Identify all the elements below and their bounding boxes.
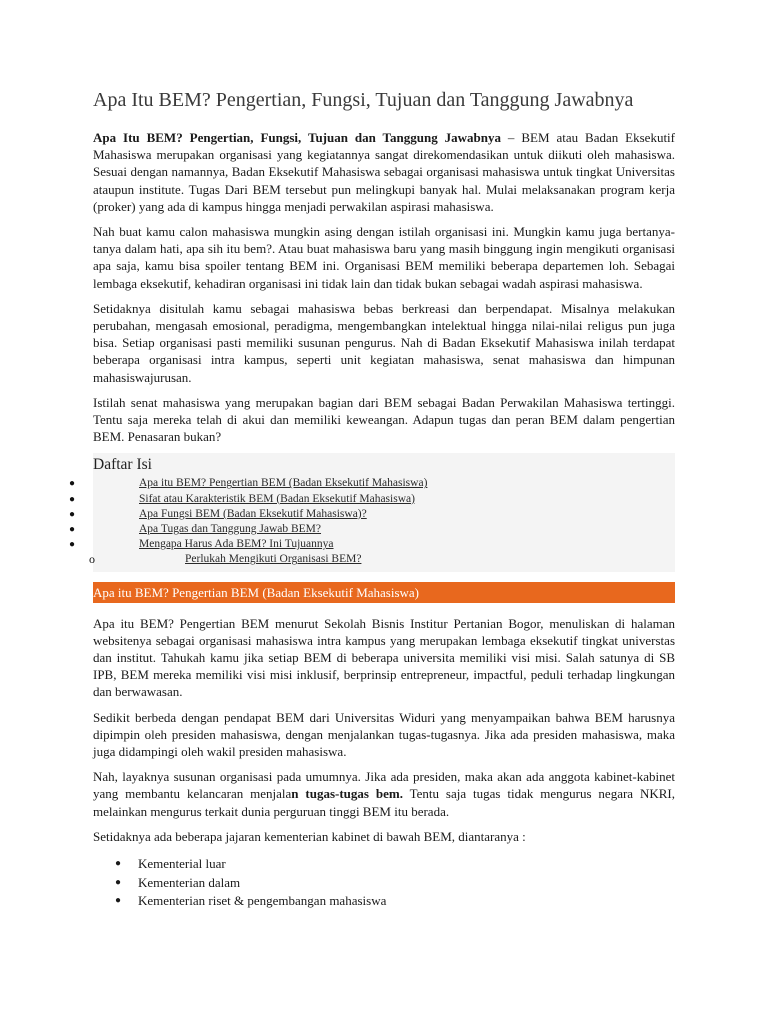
paragraph: Nah buat kamu calon mahasiswa mungkin asing dengan istilah organisasi ini. Mungkin kamu juga bertanya-tanya dalam hati, apa sih itu bem?. Atau buat mahasiswa baru yang masih binggung ingin mengikuti organisasi apa saja, kamu bisa spoiler tentang BEM ini. Organisasi BEM memiliki beberapa departemen loh. Sebagai lembaga eksekutif, kehadiran organisasi ini tidak lain dan tidak bukan sebagai wadah aspirasi mahasiswa. <box>93 224 675 291</box>
document-content <box>69 88 675 911</box>
toc-item <box>69 492 675 507</box>
list-item <box>93 892 675 911</box>
bullet-icon: ● <box>69 524 76 536</box>
toc-link-tugas[interactable]: Apa Tugas dan Tanggung Jawab BEM? <box>139 523 322 536</box>
list-item <box>93 874 675 893</box>
paragraph: Apa itu BEM? Pengertian BEM menurut Sekolah Bisnis Institur Pertanian Bogor, menuliskan di halaman websitenya sebagai organisasi mahasiswa intra kampus yang merupakan lembaga eksekutif tingkat universtas dan institut. Tahukah kamu jika setiap BEM di beberapa universita memiliki visi misi. Salah satunya di SB IPB, BEM mereka memiliki visi misi inklusif, berprinsip entrepreneur, impactful, peduli terhadap lingkungan dan berwawasan. <box>93 615 675 700</box>
bullet-icon: ● <box>115 876 122 888</box>
intro-paragraph <box>93 129 675 215</box>
toc-link-tujuan[interactable]: Mengapa Harus Ada BEM? Ini Tujuannya <box>139 538 334 551</box>
toc-link-pengertian[interactable]: Apa itu BEM? Pengertian BEM (Badan Eksekutif Mahasiswa) <box>139 477 428 490</box>
toc-item <box>69 537 675 552</box>
toc-link-fungsi[interactable]: Apa Fungsi BEM (Badan Eksekutif Mahasiswa)? <box>139 507 367 520</box>
intro-text: – BEM atau Badan Eksekutif Mahasiswa merupakan organisasi yang kegiatannya sangat direkomendasikan untuk diikuti oleh mahasiswa. Sesuai dengan namannya, Badan Eksekutif Mahasiswa sebagai organisasi mahasiswa untuk tingkat Universitas ataupun institute. Tugas Dari BEM tersebut pun melingkupi banyak hal. Mulai melaksanakan program kerja (proker) yang ada di kampus hingga menjadi perwakilan aspirasi mahasiswa. <box>93 130 675 214</box>
paragraph: Setidaknya disitulah kamu sebagai mahasiswa bebas berkreasi dan berpendapat. Misalnya melakukan perubahan, mengasah emosional, peradigma, mengembangkan intelektual hingga nilai-nilai religus pun juga bisa. Setiap organisasi pasti memiliki susunan pengurus. Nah di Badan Eksekutif Mahasiswa inilah terdapat beberapa organisasi intra kampus, seperti unit kegiatan mahasiswa, senat mahasiswa dan himpunan mahasiswajurusan. <box>93 300 675 385</box>
bullet-icon: ● <box>69 478 76 490</box>
paragraph <box>93 768 675 820</box>
paragraph: Istilah senat mahasiswa yang merupakan bagian dari BEM sebagai Badan Perwakilan Mahasiswa tertinggi. Tentu saja mereka telah di akui dan memiliki keweangan. Adapun tugas dan peran BEM dalam pengertian BEM. Penasaran bukan? <box>93 394 675 445</box>
toc-item <box>89 552 675 567</box>
list-item-label: Kementerial luar <box>138 856 226 872</box>
intro-bold-lead: Apa Itu BEM? Pengertian, Fungsi, Tujuan dan Tanggung Jawabnya <box>93 130 501 145</box>
toc-list <box>69 476 675 567</box>
toc-item <box>69 476 675 491</box>
bold-text: n tugas-tugas bem. <box>291 786 403 802</box>
bullet-icon: ● <box>69 493 76 505</box>
table-of-contents <box>69 453 675 571</box>
toc-item <box>69 522 675 537</box>
paragraph: Sedikit berbeda dengan pendapat BEM dari Universitas Widuri yang menyampaikan bahwa BEM harusnya dipimpin oleh presiden mahasiswa, dengan menjalankan tugas-tugasnya. Jika ada presiden mahasiswa, maka juga didampingi oleh wakil presiden mahasiswa. <box>93 709 675 759</box>
bullet-icon: ● <box>115 858 122 870</box>
toc-link-perlukah[interactable]: Perlukah Mengikuti Organisasi BEM? <box>185 553 362 566</box>
text: Nah, layaknya susunan organisasi pada umumnya. Jika ada presiden, maka akan ada anggota kabinet-kabinet yang membantu kelancaran menjala <box>93 769 675 802</box>
text: Tentu saja tugas tidak mengurus negara NKRI, melainkan mengurus terkait dunia perguruan tinggi BEM itu berada. <box>93 786 675 819</box>
toc-item <box>69 507 675 522</box>
bullet-icon: ● <box>115 895 122 907</box>
paragraph: Setidaknya ada beberapa jajaran kementerian kabinet di bawah BEM, diantaranya : <box>93 828 526 844</box>
ring-bullet-icon: o <box>89 552 95 567</box>
toc-title: Daftar Isi <box>93 456 152 474</box>
list-item <box>93 855 675 874</box>
section-heading: Apa itu BEM? Pengertian BEM (Badan Eksekutif Mahasiswa) <box>93 582 675 603</box>
list-item-label: Kementerian dalam <box>138 874 241 890</box>
page-title: Apa Itu BEM? Pengertian, Fungsi, Tujuan dan Tanggung Jawabnya <box>93 89 634 111</box>
bullet-icon: ● <box>69 539 76 551</box>
toc-link-sifat[interactable]: Sifat atau Karakteristik BEM (Badan Eksekutif Mahasiswa) <box>139 492 415 505</box>
list-item-label: Kementerian riset & pengembangan mahasiswa <box>138 893 387 909</box>
ministry-list <box>93 855 675 911</box>
bullet-icon: ● <box>69 508 76 520</box>
